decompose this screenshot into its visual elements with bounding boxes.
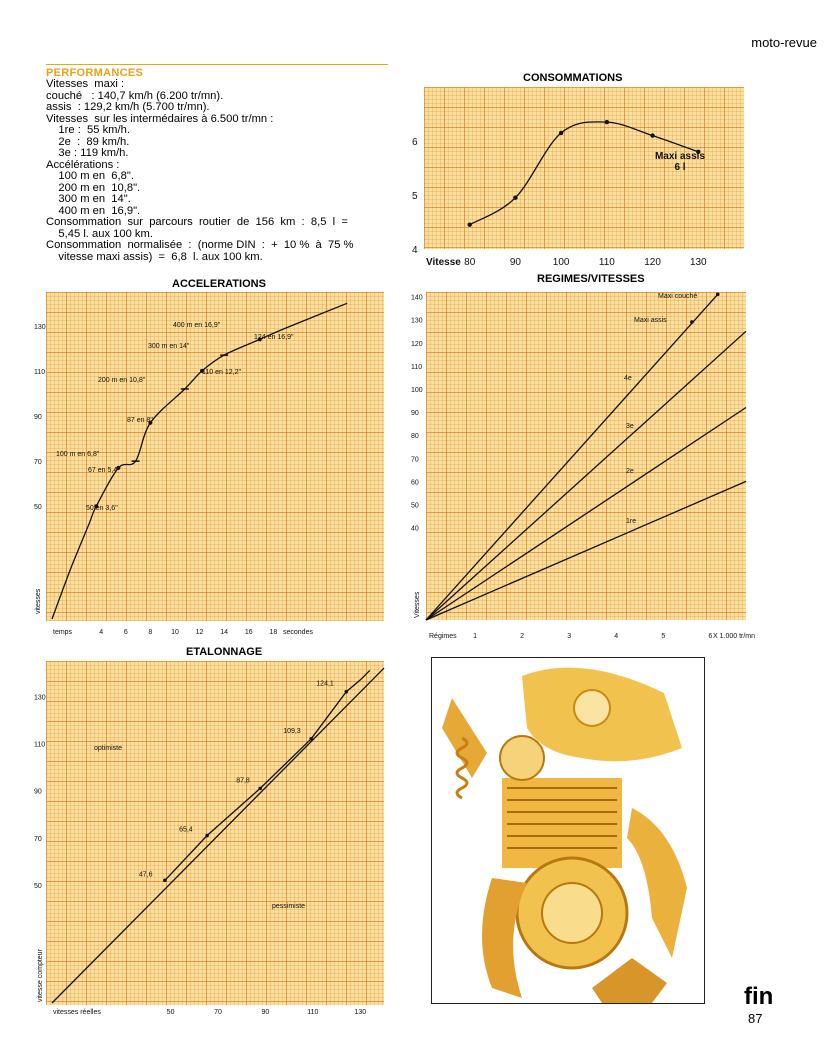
consommations-xtick: 130 [689,257,707,268]
accelerations-xtick: 14 [220,629,229,636]
consommations-xtick: 110 [598,257,615,268]
accelerations-ytick: 50 [34,504,42,512]
regimes-gear-label: 4e [624,375,632,382]
etalonnage-xtick: 70 [214,1009,222,1016]
accelerations-title: ACCELERATIONS [172,278,266,290]
consommations-ytick: 5 [412,191,418,202]
regimes-ytick: 120 [411,340,423,348]
consommations-title: CONSOMMATIONS [523,72,623,84]
performances-line: 1re : 55 km/h. [46,124,130,136]
performances-line: Vitesses maxi : [46,78,125,90]
accelerations-annotation: 200 m en 10,8" [98,377,146,384]
accelerations-annotation: 87 en 8" [127,417,153,424]
accelerations-xtick: 6 [123,629,128,636]
accelerations-xtick: 10 [171,629,179,636]
accelerations-ytick: 110 [34,368,46,376]
etalonnage-point-label: 47,6 [138,871,153,879]
regimes-ytick: 60 [411,479,419,487]
regimes-xtick: 6 [708,633,713,640]
performances-line: assis : 129,2 km/h (5.700 tr/mn). [46,101,210,113]
fin-label: fin [744,983,774,1010]
accelerations-xtick: 18 [269,629,278,636]
regimes-annotation-couche: Maxi couché [658,293,698,300]
regimes-annotation-assis: Maxi assis [634,317,667,324]
consommations-xtick: 80 [464,257,476,268]
consommations-annotation: Maxi assis [654,151,706,162]
regimes-xtick: 2 [520,633,525,640]
regimes-title: REGIMES/VITESSES [537,273,645,285]
performances-line: Accélérations : [46,158,120,171]
performances-line: vitesse maxi assis) = 6,8 l. aux 100 km. [46,250,263,263]
regimes-ytick: 90 [411,410,419,418]
performances-line: 5,45 l. aux 100 km. [46,227,153,240]
regimes-ytick: 140 [411,294,423,302]
regimes-ytick: 40 [411,525,419,533]
etalonnage-ytick: 90 [34,788,42,796]
performances-line: 100 m en 6,8". [46,170,134,182]
etalonnage-line-diagonale [52,668,384,1003]
accelerations-ytick: 90 [34,414,42,422]
performances-line: 300 m en 14". [46,193,131,205]
etalonnage-point [344,690,348,694]
regimes-ylabel: Vitesses [414,591,421,618]
etalonnage-title: ETALONNAGE [186,646,263,658]
etalonnage-xtick: 110 [307,1009,319,1016]
accelerations-ylabel: vitesses [35,588,42,614]
regimes-xunit: X 1.000 tr/mn [713,633,756,640]
magazine-title: moto-revue [751,35,817,50]
accelerations-xlabel: temps [53,629,73,636]
consommations-xtick: 120 [644,257,661,268]
regimes-xtick: 5 [661,633,666,640]
consommations-ytick: 4 [412,245,418,256]
etalonnage-annotation-optimiste: optimiste [94,745,123,752]
etalonnage-ytick: 130 [34,694,46,702]
etalonnage-point [258,787,262,791]
page-number: 87 [748,1011,763,1026]
regimes-ytick: 50 [411,502,419,510]
accelerations-annotation: 400 m en 16,9" [173,322,221,329]
regimes-ytick: 130 [411,317,423,325]
performances-line: 400 m en 16,9". [46,204,141,217]
accelerations-ytick: 70 [34,459,42,467]
regimes-ytick: 110 [411,363,423,371]
performances-line: Vitesses sur les intermédaires à 6.500 tr/mn : [46,112,274,125]
regimes-xtick: 4 [614,633,619,640]
consommations-xtick: 100 [552,257,570,268]
etalonnage-xtick: 130 [354,1009,367,1016]
consommations-xtick: 90 [509,257,521,268]
consommations-ytick: 6 [412,137,418,148]
consommations-xlabel: Vitesse [426,257,461,268]
accelerations-annotation: 100 m en 6,8" [56,451,100,458]
performances-line: 3e : 119 km/h. [46,147,129,159]
performances-line: couché : 140,7 km/h (6.200 tr/mn). [46,89,224,102]
etalonnage-ytick: 70 [34,835,42,843]
consommations-annotation-value: 6 l [674,162,686,173]
etalonnage-xtick: 90 [261,1009,270,1016]
performances-line: 200 m en 10,8". [46,181,141,194]
performances-line: 2e : 89 km/h. [46,135,130,148]
regimes-ytick: 70 [411,456,419,464]
etalonnage-xlabel: vitesses réelles [53,1009,101,1016]
accelerations-xunit: secondes [283,629,313,636]
accelerations-xtick: 8 [148,629,153,636]
regimes-xtick: 3 [567,633,572,640]
regimes-ytick: 80 [411,433,419,441]
motorcycle-engine-photo [431,657,705,1004]
etalonnage-ytick: 110 [34,741,46,749]
regimes-gear-label: 1re [626,518,637,525]
performances-line: Consommation normalisée : (norme DIN : + 10 % à 75 % [46,239,354,251]
etalonnage-xtick: 50 [166,1009,175,1016]
etalonnage-ytick: 50 [34,883,42,891]
regimes-gear-label: 2e [626,468,634,475]
etalonnage-ylabel: vitesse compteur [37,949,44,1002]
etalonnage-point-label: 65,4 [179,826,193,834]
accelerations-xtick: 12 [195,629,204,636]
regimes-xlabel: Régimes [429,633,457,640]
etalonnage-line-compteur [165,670,370,880]
accelerations-ytick: 130 [34,323,46,331]
etalonnage-point [163,879,167,883]
performances-title: PERFORMANCES [46,67,144,79]
motorcycle-engine-image [432,658,704,1003]
accelerations-annotation: 110 en 12,2" [202,369,241,376]
accelerations-xtick: 4 [99,629,104,636]
etalonnage-annotation-pessimiste: pessimiste [272,903,306,910]
etalonnage-point [205,834,209,838]
etalonnage-point-label: 124,1 [316,680,334,688]
accelerations-annotation: 300 m en 14" [148,343,190,350]
etalonnage-point-label: 109,3 [283,727,301,735]
accelerations-annotation: 50 en 3,6" [86,505,118,512]
accelerations-xtick: 16 [244,629,253,636]
regimes-ytick: 100 [411,387,423,395]
etalonnage-point [309,737,313,741]
accelerations-annotation: 67 en 5,4" [88,467,120,474]
regimes-xtick: 1 [473,633,478,640]
performances-line: Consommation sur parcours routier de 156 km : 8,5 l = [46,216,348,228]
accelerations-annotation: 124 en 16,9" [254,334,294,341]
regimes-gear-label: 3e [626,423,634,430]
etalonnage-point-label: 87,8 [236,777,250,785]
